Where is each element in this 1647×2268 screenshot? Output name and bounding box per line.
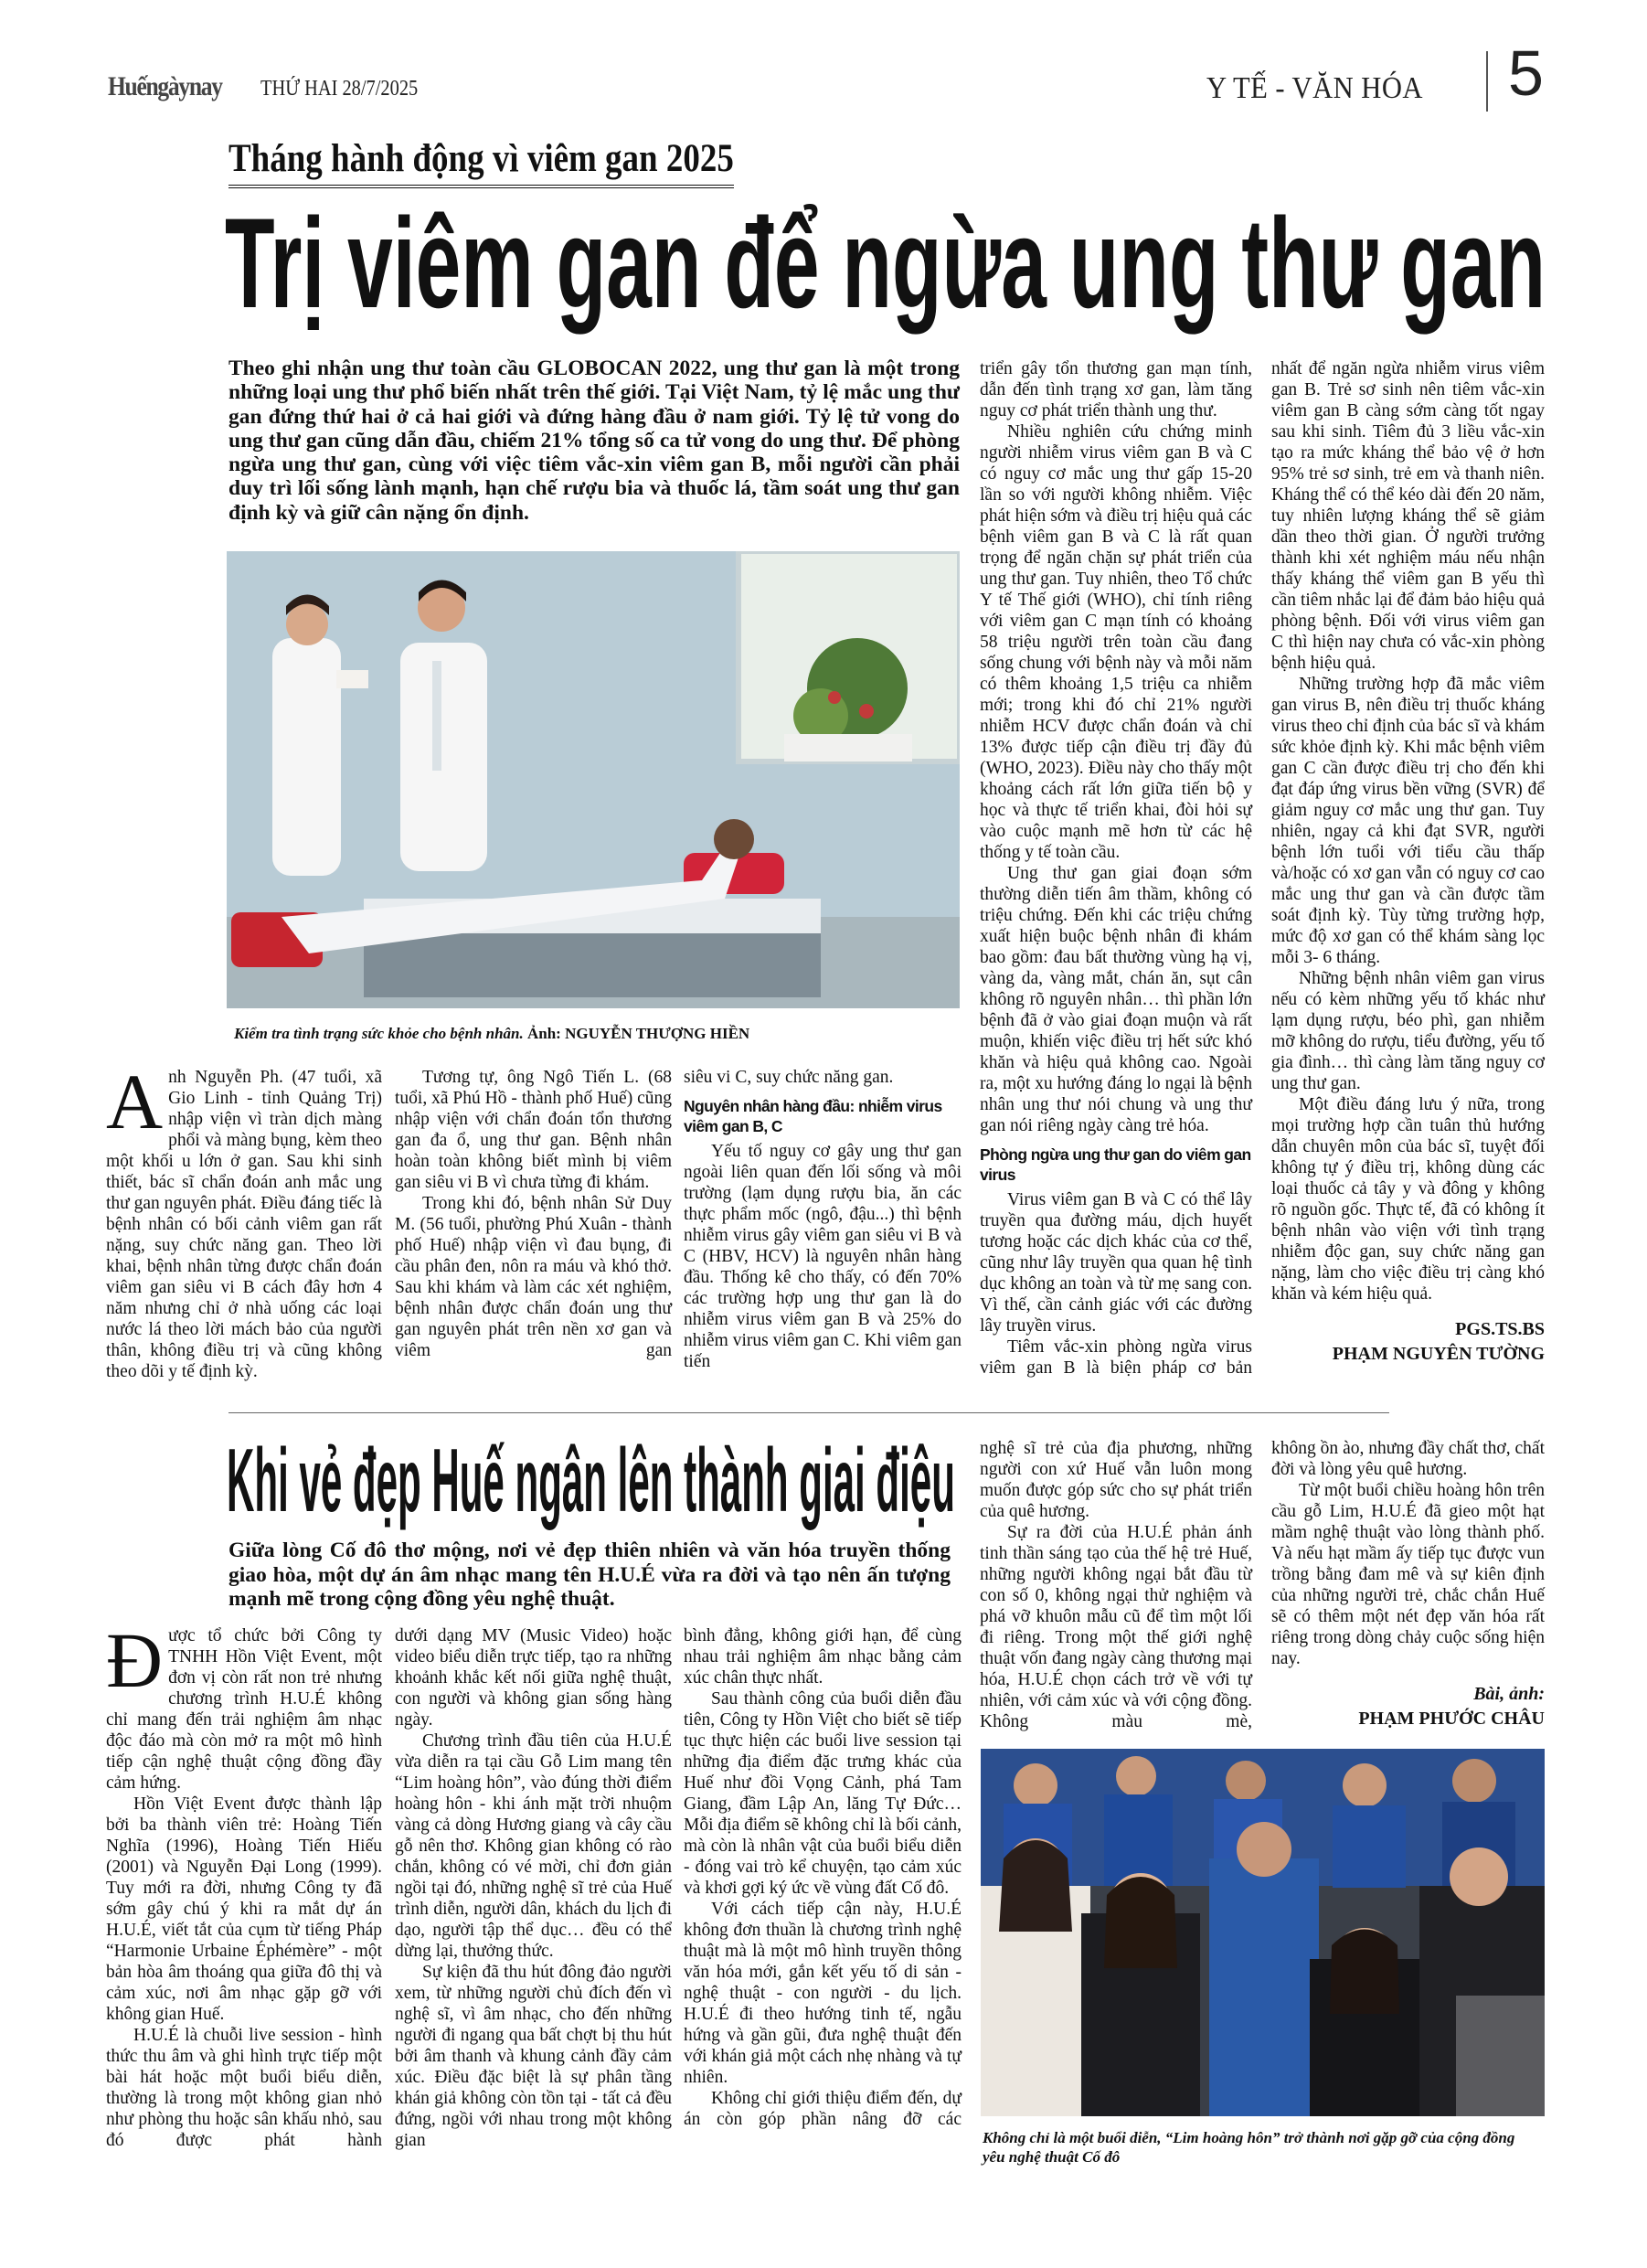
article1-kicker: Tháng hành động vì viêm gan 2025 — [228, 135, 734, 188]
article1-column-2 — [395, 1067, 672, 1361]
paragraph-text: Virus viêm gan B và C có thể lây truyền qua đường máu, dịch huyết tương hoặc các dịch khác của cơ thể, cũng như lây truyền qua quan hệ tình dục không an toàn và từ mẹ sang con. Vì thế, cần cảnh giác với các đường lây truyền virus. — [980, 1190, 1252, 1336]
paragraph — [395, 1193, 672, 1361]
article1-column-4 — [980, 358, 1252, 1379]
paragraph — [980, 421, 1252, 863]
article2-lead: Giữa lòng Cố đô thơ mộng, nơi vẻ đẹp thiên nhiên và văn hóa truyền thống giao hòa, một dự án âm nhạc mang tên H.U.É vừa ra đời và tạo nên ấn tượng mạnh mẽ trong cộng đồng yêu nghệ thuật. — [228, 1539, 951, 1611]
paragraph-text: Nhiều nghiên cứu chứng minh người nhiễm virus viêm gan B và C có nguy cơ mắc ung thư gấp 15-20 lần so với người không nhiễm. Việc phát hiện sớm và điều trị hiệu quả các bệnh viêm gan B và C là rất quan trọng để ngăn chặn sự phát triển của ung thư gan. Tuy nhiên, theo Tổ chức Y tế Thế giới (WHO), chỉ tính riêng với viêm gan C mạn tính có khoảng 58 triệu người trên toàn cầu đang sống chung với bệnh này và mỗi năm có thêm khoảng 1,5 triệu ca nhiễm mới; trong khi đó chỉ 21% người nhiễm HCV được chẩn đoán và chỉ 13% được tiếp cận điều trị đầy đủ (WHO, 2023). Điều này cho thấy một khoảng cách rất lớn giữa tiến bộ y học và thực tế triển khai, đòi hỏi sự vào cuộc mạnh mẽ hơn từ các hệ thống y tế toàn cầu. — [980, 422, 1252, 862]
paragraph-text: nghệ sĩ trẻ của địa phương, những người con xứ Huế vẫn luôn mong muốn được góp sức cho sự phát triển của quê hương. — [980, 1439, 1252, 1521]
header-divider — [1486, 51, 1488, 112]
hospital-exam-photo — [227, 551, 960, 1008]
paragraph — [1271, 674, 1545, 968]
drop-cap: Đ — [106, 1616, 164, 1704]
paragraph — [106, 2025, 382, 2151]
paragraph — [395, 1730, 672, 1962]
article1-column-5 — [1271, 358, 1545, 1367]
article2-photo-caption: Không chỉ là một buổi diễn, “Lim hoàng hôn” trở thành nơi gặp gỡ của cộng đồng yêu nghệ thuật Cố đô — [983, 2129, 1515, 2166]
paragraph — [980, 863, 1252, 1136]
byline: Bài, ảnh: — [1473, 1684, 1545, 1704]
paragraph-text: Không chỉ giới thiệu điểm đến, dự án còn góp phần nâng đỡ các — [684, 2089, 962, 2129]
article1-headline: Trị viêm gan để ngừa ung thư gan — [225, 191, 1546, 335]
paragraph — [684, 2088, 962, 2130]
article2-photo — [981, 1749, 1545, 2116]
subheading: Nguyên nhân hàng đầu: nhiễm virus viêm gan B, C — [684, 1097, 942, 1135]
paragraph — [684, 1688, 962, 1899]
paragraph-text: Hồn Việt Event được thành lập bởi ba thành viên trẻ: Hoàng Tiến Nghĩa (1996), Hoàng Tiến Hiếu (2001) và Nguyễn Đại Long (1999). Tuy mới ra đời, nhưng Công ty đã sớm gây chú ý khi ra mắt dự án H.U.É, viết tắt của cụm từ tiếng Pháp “Harmonie Urbaine Éphémère” - một bản hòa âm thoáng qua giữa đô thị và cảm xúc, nơi âm nhạc gặp gỡ với không gian Huế. — [106, 1794, 382, 2024]
paragraph-text: không ồn ào, nhưng đầy chất thơ, chất đời và lòng yêu quê hương. — [1271, 1439, 1545, 1479]
article2-headline: Khi vẻ đẹp Huế ngân lên thành giai điệu — [227, 1430, 955, 1530]
paragraph-text: nhất để ngăn ngừa nhiễm virus viêm gan B. Trẻ sơ sinh nên tiêm vắc-xin viêm gan B càng sớm càng tốt ngay sau khi sinh. Tiêm đủ 3 liều vắc-xin tạo ra mức kháng thể bảo vệ ở hơn 95% trẻ sơ sinh, trẻ em và thanh niên. Kháng thể có thể kéo dài đến 20 năm, tuy nhiên lượng kháng thể sẽ giảm dần theo thời gian. Ở người trưởng thành khi xét nghiệm máu nếu nhận thấy kháng thể viêm gan B yếu thì cần tiêm nhắc lại để đảm bảo hiệu quả phòng bệnh. Đối với virus viêm gan C thì hiện nay chưa có vắc-xin phòng bệnh hiệu quả. — [1271, 359, 1545, 673]
article1-column-3 — [684, 1067, 962, 1372]
paragraph — [106, 1794, 382, 2025]
page-number: 5 — [1508, 37, 1544, 109]
concert-audience-photo — [981, 1749, 1545, 2116]
article1-photo-caption — [234, 1024, 965, 1043]
paragraph-text: Sau thành công của buổi diễn đầu tiên, Công ty Hồn Việt cho biết sẽ tiếp tục thực hiện các buổi live session tại những địa điểm đặc trưng khác của Huế như đồi Vọng Cảnh, phá Tam Giang, đầm Lập An, lăng Tự Đức… Mỗi địa điểm sẽ không chỉ là bối cảnh, mà còn là nhân vật của buổi biểu diễn - đóng vai trò kể chuyện, tạo cảm xúc và khơi gợi ký ức về vùng đất Cố đô. — [684, 1689, 962, 1898]
paragraph — [684, 1141, 962, 1372]
section-title: Y TẾ - VĂN HÓA — [1206, 71, 1423, 105]
paragraph-text: Tiêm vắc-xin phòng ngừa virus viêm gan B là biện pháp cơ bản — [980, 1337, 1252, 1378]
paragraph — [980, 1522, 1252, 1732]
paragraph-text: triển gây tổn thương gan mạn tính, dẫn đến tình trạng xơ gan, làm tăng nguy cơ phát triển thành ung thư. — [980, 359, 1252, 421]
paragraph-text: Chương trình đầu tiên của H.U.É vừa diễn ra tại cầu Gỗ Lim mang tên “Lim hoàng hôn”, vào đúng thời điểm hoàng hôn - khi ánh mặt trời nhuộm vàng cả dòng Hương giang và cây cầu gỗ nên thơ. Không gian không có rào chắn, không có vé mời, chỉ đơn giản ngồi tại đó, những nghệ sĩ trẻ của Huế trình diễn, người dân, khách du lịch đi dạo, người tập thể dục… đều có thể dừng lại, thưởng thức. — [395, 1731, 672, 1961]
drop-cap: A — [106, 1058, 164, 1145]
paragraph — [1271, 358, 1545, 674]
article-divider — [228, 1412, 1389, 1413]
article2-column-5 — [1271, 1438, 1545, 1731]
issue-date: THỨ HAI 28/7/2025 — [260, 77, 419, 101]
article2-column-4 — [980, 1438, 1252, 1732]
paragraph — [980, 358, 1252, 421]
paragraph-text: Yếu tố nguy cơ gây ung thư gan ngoài liên quan đến lối sống và môi trường (lạm dụng rượu bia, ăn các thực phẩm mốc (ngô, đậu...) thì bệnh nhiễm virus gây viêm gan siêu vi B và C (HBV, HCV) là nguyên nhân hàng đầu. Thống kê cho thấy, có đến 70% các trường hợp ung thư gan là do nhiễm virus viêm gan B và 25% do nhiễm virus viêm gan C. Khi viêm gan tiến — [684, 1142, 962, 1371]
paragraph — [106, 1058, 382, 1382]
paragraph — [684, 1899, 962, 2088]
paragraph-text: Với cách tiếp cận này, H.U.É không đơn thuần là chương trình nghệ thuật mà là một mô hình truyền thông văn hóa mới, gắn kết yếu tố di sản - nghệ thuật - con người - du lịch. H.U.É đi theo hướng tinh tế, ngẫu hứng và gần gũi, đưa nghệ thuật đến với khán giả một cách nhẹ nhàng và tự nhiên. — [684, 1900, 962, 2087]
paragraph-text: bình đẳng, không giới hạn, để cùng nhau trải nghiệm âm nhạc bằng cảm xúc chân thực nhất. — [684, 1626, 962, 1688]
paragraph — [395, 1067, 672, 1193]
paragraph-text: Ung thư gan giai đoạn sớm thường diễn tiến âm thầm, không có triệu chứng. Đến khi các triệu chứng xuất hiện buộc bệnh nhân đi khám bao gồm: đau bất thường vùng hạ vị, vàng da, vàng mắt, chán ăn, sụt cân không rõ nguyên nhân… thì phần lớn bệnh đã ở vào giai đoạn muộn và rất muộn, khiến việc điều trị hết sức khó khăn và hiệu quả không cao. Ngoài ra, một xu hướng đáng lo ngại là bệnh nhân ung thư nói chung và ung thư gan nói riêng ngày càng trẻ hóa. — [980, 864, 1252, 1135]
paragraph — [395, 1625, 672, 1730]
paragraph-text: siêu vi C, suy chức năng gan. — [684, 1068, 894, 1087]
article1-lead: Theo ghi nhận ung thư toàn cầu GLOBOCAN 2022, ung thư gan là một trong những loại ung thư phổ biến nhất trên thế giới. Tại Việt Nam, tỷ lệ mắc ung thư gan đứng thứ hai ở cả hai giới và đứng hàng đầu ở nam giới. Tỷ lệ tử vong do ung thư gan cũng dẫn đầu, chiếm 21% tổng số ca tử vong do ung thư. Để phòng ngừa ung thư gan, cùng với việc tiêm vắc-xin viêm gan B, mỗi người cần phải duy trì lối sống lành mạnh, hạn chế rượu bia và thuốc lá, tầm soát ung thư gan định kỳ và giữ cân nặng ổn định. — [228, 357, 960, 525]
paragraph-text: ược tổ chức bởi Công ty TNHH Hồn Việt Event, một đơn vị còn rất non trẻ nhưng chương trình H.U.É không chỉ mang đến trải nghiệm âm nhạc độc đáo mà còn mở ra một mô hình tiếp cận nghệ thuật cộng đồng đầy cảm hứng. — [106, 1626, 382, 1793]
article2-column-3 — [684, 1625, 962, 2130]
paragraph — [684, 1067, 962, 1088]
paragraph-text: Một điều đáng lưu ý nữa, trong mọi trường hợp cần tuân thủ hướng dẫn chuyên môn của bác sĩ, tuyệt đối không tự ý điều trị, không dùng các loại thuốc cả tây y và đông y không rõ nguồn gốc. Thực tế, đã có không ít bệnh nhân vào viện với tình trạng nhiễm độc gan, suy chức năng gan nặng, làm cho việc điều trị càng khó khăn và kém hiệu quả. — [1271, 1095, 1545, 1304]
paragraph — [980, 1189, 1252, 1336]
paragraph — [1271, 1094, 1545, 1304]
paragraph — [395, 1962, 672, 2151]
caption-text: Kiểm tra tình trạng sức khỏe cho bệnh nhân. — [234, 1025, 524, 1042]
photo-credit: Ảnh: NGUYỄN THƯỢNG HIỀN — [526, 1025, 750, 1042]
byline: PHẠM NGUYÊN TƯỜNG — [1332, 1344, 1545, 1364]
paragraph — [1271, 1438, 1545, 1480]
paragraph — [1271, 1480, 1545, 1669]
article1-column-1 — [106, 1058, 382, 1382]
paragraph-text: Những trường hợp đã mắc viêm gan virus B, nên điều trị thuốc kháng virus theo chỉ định của bác sĩ và khám sức khỏe định kỳ. Khi mắc bệnh viêm gan C cần được điều trị cho đến khi đạt đáp ứng virus bền vững (SVR) để giảm nguy cơ mắc ung thư gan. Tuy nhiên, ngay cả khi đạt SVR, người bệnh lớn tuổi với tiểu cầu thấp và/hoặc có xơ gan vẫn có nguy cơ cao mắc ung thư gan và cần được tầm soát định kỳ. Tùy từng trường hợp, mức độ xơ gan có thể khám sàng lọc mỗi 3- 6 tháng. — [1271, 675, 1545, 967]
paragraph-text: nh Nguyễn Ph. (47 tuổi, xã Gio Linh - tỉnh Quảng Trị) nhập viện vì tràn dịch màng phổi và màng bụng, kèm theo một khối u lớn ở gan. Sau khi sinh thiết, bác sĩ chẩn đoán anh mắc ung thư gan nguyên phát. Điều đáng tiếc là bệnh nhân có bối cảnh viêm gan rất nặng, suy chức năng gan. Theo lời khai, bệnh nhân từng được chẩn đoán viêm gan siêu vi B cách đây hơn 4 năm nhưng chỉ ở nhà uống các loại nước lá theo lời mách bảo của người thân, không điều trị và cũng không theo dõi y tế định kỳ. — [106, 1068, 382, 1381]
newspaper-logo: Huếngàynay — [108, 71, 222, 101]
paragraph-text: dưới dạng MV (Music Video) hoặc video biểu diễn trực tiếp, tạo ra những khoảnh khắc kết nối giữa nghệ thuật, con người và không gian sống hàng ngày. — [395, 1626, 672, 1730]
byline: PHẠM PHƯỚC CHÂU — [1358, 1709, 1545, 1729]
paragraph-text: Sự ra đời của H.U.É phản ánh tinh thần sáng tạo của thế hệ trẻ Huế, những người không ngại bắt đầu từ con số 0, không ngại thử nghiệm và phá vỡ khuôn mẫu cũ để tìm một lối đi riêng. Trong một thế giới nghệ thuật vốn đang ngày càng thương mại hóa, H.U.É chọn cách trở về với tự nhiên, với cảm xúc và với cộng đồng. Không màu mè, — [980, 1523, 1252, 1731]
paragraph-text: Sự kiện đã thu hút đông đảo người xem, từ những người chủ đích đến vì nghệ sĩ, vì âm nhạc, cho đến những người đi ngang qua bất chợt bị thu hút bởi âm thanh và khung cảnh đầy cảm xúc. Điều đặc biệt là sự phân tầng khán giả không còn tồn tại - tất cả đều đứng, ngồi với nhau trong một không gian — [395, 1963, 672, 2150]
article1-photo — [227, 551, 960, 1008]
subheading: Phòng ngừa ung thư gan do viêm gan virus — [980, 1145, 1251, 1184]
paragraph-text: H.U.É là chuỗi live session - hình thức thu âm và ghi hình trực tiếp một bài hát hoặc một buổi biểu diễn, thường là trong một không gian nhỏ như phòng thu hoặc sân khấu nhỏ, sau đó được phát hành — [106, 2026, 382, 2150]
paragraph-text: Trong khi đó, bệnh nhân Sử Duy M. (56 tuổi, phường Phú Xuân - thành phố Huế) nhập viện vì đau bụng, đi cầu phân đen, nôn ra máu và khó thở. Sau khi khám và làm các xét nghiệm, bệnh nhân được chẩn đoán ung thư gan nguyên phát trên nền xơ gan và viêm gan — [395, 1194, 672, 1360]
paragraph-text: Những bệnh nhân viêm gan virus nếu có kèm những yếu tố khác như lạm dụng rượu, béo phì, gan nhiễm mỡ không do rượu, tiểu đường, yếu tố gia đình… thì càng làm tăng nguy cơ ung thư gan. — [1271, 969, 1545, 1093]
paragraph — [980, 1336, 1252, 1379]
byline: PGS.TS.BS — [1455, 1319, 1545, 1339]
paragraph-text: Tương tự, ông Ngô Tiến L. (68 tuổi, xã Phú Hồ - thành phố Huế) cũng nhập viện với chẩn đoán tổn thương gan đa ổ, ung thư gan. Bệnh nhân hoàn toàn không biết mình bị viêm gan siêu vi B vì chưa từng đi khám. — [395, 1068, 672, 1192]
paragraph-text: Từ một buổi chiều hoàng hôn trên cầu gỗ Lim, H.U.É đã gieo một hạt mầm nghệ thuật vào lòng thành phố. Và nếu hạt mầm ấy tiếp tục được vun trồng bằng đam mê và sự kiên định của những người trẻ, chắc chắn Huế sẽ có thêm một nét đẹp văn hóa rất riêng trong dòng chảy cuộc sống hiện nay. — [1271, 1481, 1545, 1668]
paragraph — [980, 1438, 1252, 1522]
article2-column-1 — [106, 1616, 382, 2151]
paragraph — [684, 1625, 962, 1688]
paragraph — [106, 1616, 382, 1794]
article2-column-2 — [395, 1625, 672, 2151]
paragraph — [1271, 968, 1545, 1094]
